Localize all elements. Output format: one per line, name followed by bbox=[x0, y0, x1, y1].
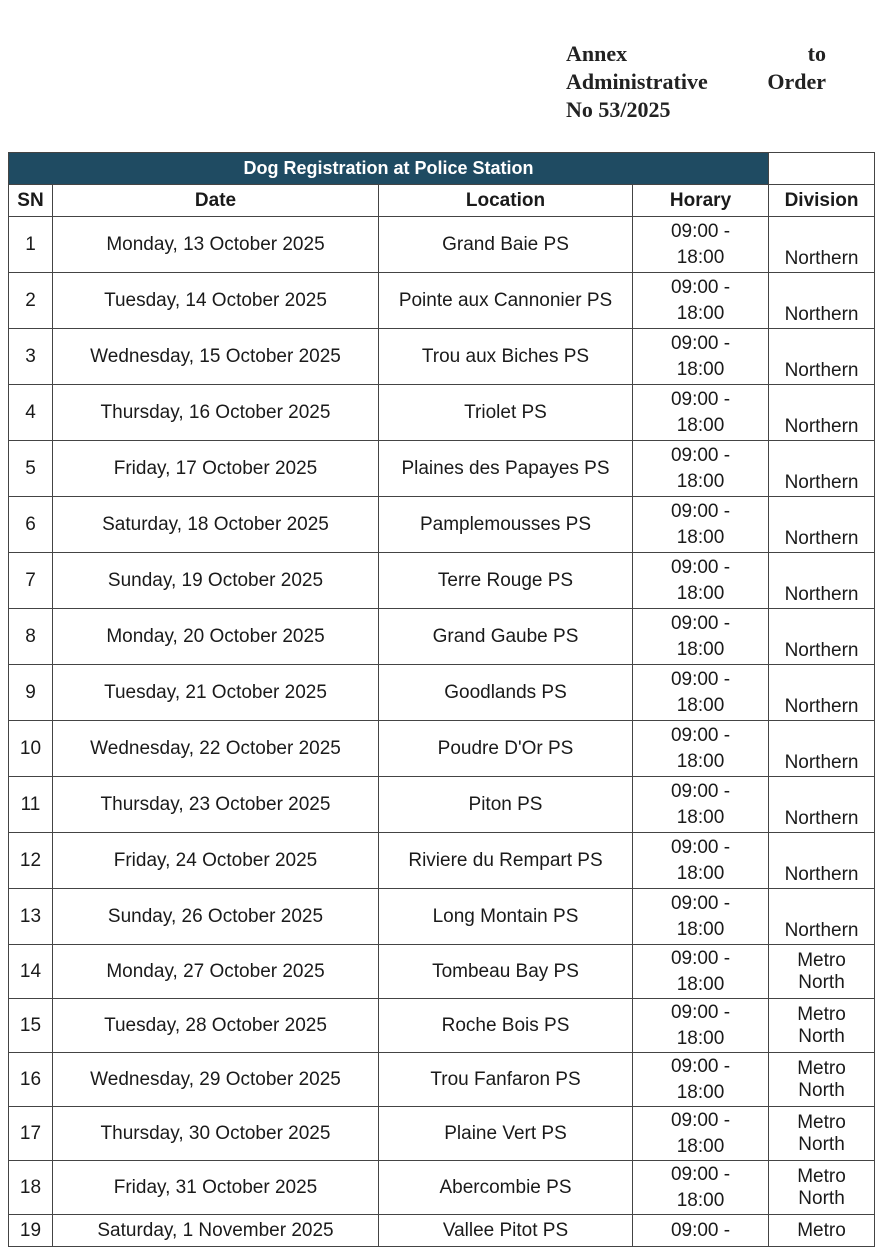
row-sn: 18 bbox=[9, 1161, 53, 1215]
row-division bbox=[769, 329, 875, 385]
table-row bbox=[9, 665, 875, 721]
table-row bbox=[9, 609, 875, 665]
row-location: Abercombie PS bbox=[379, 1161, 633, 1215]
administrative-word: Administrative bbox=[566, 69, 708, 94]
row-horary bbox=[633, 777, 769, 833]
division-text: North bbox=[798, 1079, 845, 1101]
row-location: Piton PS bbox=[379, 777, 633, 833]
division-text: Northern bbox=[784, 360, 859, 381]
horary-start: 09:00 - bbox=[670, 1163, 731, 1185]
row-location: Triolet PS bbox=[379, 385, 633, 441]
row-division bbox=[769, 945, 875, 999]
annex-word: Annex bbox=[566, 41, 628, 66]
row-location: Grand Gaube PS bbox=[379, 609, 633, 665]
division-text: Metro bbox=[797, 1219, 846, 1241]
dog-registration-table bbox=[8, 152, 875, 1247]
horary-start: 09:00 - bbox=[670, 836, 731, 858]
table-row bbox=[9, 833, 875, 889]
row-horary bbox=[633, 1215, 769, 1247]
horary-end: 18:00 bbox=[676, 302, 725, 324]
row-division bbox=[769, 721, 875, 777]
row-sn: 16 bbox=[9, 1053, 53, 1107]
horary-end: 18:00 bbox=[676, 582, 725, 604]
row-sn: 9 bbox=[9, 665, 53, 721]
row-location: Long Montain PS bbox=[379, 889, 633, 945]
horary-start: 09:00 - bbox=[670, 612, 731, 634]
row-date: Tuesday, 14 October 2025 bbox=[53, 273, 379, 329]
horary-end: 18:00 bbox=[676, 806, 725, 828]
table-row bbox=[9, 721, 875, 777]
table-row bbox=[9, 553, 875, 609]
horary-start: 09:00 - bbox=[670, 220, 731, 242]
row-location: Trou Fanfaron PS bbox=[379, 1053, 633, 1107]
table-row bbox=[9, 945, 875, 999]
horary-start: 09:00 - bbox=[670, 500, 731, 522]
row-sn: 6 bbox=[9, 497, 53, 553]
table-row bbox=[9, 273, 875, 329]
table-row bbox=[9, 329, 875, 385]
table-row bbox=[9, 1107, 875, 1161]
table-row bbox=[9, 217, 875, 273]
horary-start: 09:00 - bbox=[670, 947, 731, 969]
row-division bbox=[769, 385, 875, 441]
horary-end: 18:00 bbox=[676, 358, 725, 380]
horary-end: 18:00 bbox=[676, 526, 725, 548]
horary-start: 09:00 - bbox=[670, 332, 731, 354]
horary-end: 18:00 bbox=[676, 246, 725, 268]
row-location: Riviere du Rempart PS bbox=[379, 833, 633, 889]
row-date: Sunday, 19 October 2025 bbox=[53, 553, 379, 609]
row-division bbox=[769, 441, 875, 497]
row-division bbox=[769, 273, 875, 329]
horary-end: 18:00 bbox=[676, 470, 725, 492]
row-date: Wednesday, 15 October 2025 bbox=[53, 329, 379, 385]
horary-start: 09:00 - bbox=[670, 1219, 731, 1241]
horary-start: 09:00 - bbox=[670, 892, 731, 914]
row-sn: 15 bbox=[9, 999, 53, 1053]
row-date: Tuesday, 28 October 2025 bbox=[53, 999, 379, 1053]
row-location: Goodlands PS bbox=[379, 665, 633, 721]
division-text: Northern bbox=[784, 584, 859, 605]
row-division bbox=[769, 999, 875, 1053]
horary-start: 09:00 - bbox=[670, 388, 731, 410]
row-sn: 19 bbox=[9, 1215, 53, 1247]
row-horary bbox=[633, 273, 769, 329]
row-horary bbox=[633, 1053, 769, 1107]
row-sn: 7 bbox=[9, 553, 53, 609]
row-horary bbox=[633, 497, 769, 553]
horary-start: 09:00 - bbox=[670, 1001, 731, 1023]
horary-start: 09:00 - bbox=[670, 276, 731, 298]
row-division bbox=[769, 1161, 875, 1215]
horary-end: 18:00 bbox=[676, 694, 725, 716]
division-text: Northern bbox=[784, 472, 859, 493]
row-horary bbox=[633, 999, 769, 1053]
row-date: Sunday, 26 October 2025 bbox=[53, 889, 379, 945]
division-text: Northern bbox=[784, 528, 859, 549]
horary-end: 18:00 bbox=[676, 638, 725, 660]
table-title: Dog Registration at Police Station bbox=[9, 153, 769, 185]
table-row bbox=[9, 441, 875, 497]
row-date: Friday, 17 October 2025 bbox=[53, 441, 379, 497]
row-horary bbox=[633, 609, 769, 665]
row-date: Saturday, 1 November 2025 bbox=[53, 1215, 379, 1247]
row-date: Thursday, 16 October 2025 bbox=[53, 385, 379, 441]
row-location: Pointe aux Cannonier PS bbox=[379, 273, 633, 329]
row-date: Saturday, 18 October 2025 bbox=[53, 497, 379, 553]
division-text: Northern bbox=[784, 752, 859, 773]
division-text: Northern bbox=[784, 696, 859, 717]
order-word: Order bbox=[767, 69, 826, 94]
table-row bbox=[9, 1053, 875, 1107]
horary-start: 09:00 - bbox=[670, 556, 731, 578]
row-sn: 12 bbox=[9, 833, 53, 889]
row-sn: 11 bbox=[9, 777, 53, 833]
horary-start: 09:00 - bbox=[670, 1055, 731, 1077]
row-horary bbox=[633, 1107, 769, 1161]
table-row bbox=[9, 1161, 875, 1215]
division-text: Northern bbox=[784, 416, 859, 437]
row-date: Friday, 31 October 2025 bbox=[53, 1161, 379, 1215]
horary-start: 09:00 - bbox=[670, 444, 731, 466]
row-division bbox=[769, 1107, 875, 1161]
table-row bbox=[9, 777, 875, 833]
row-sn: 1 bbox=[9, 217, 53, 273]
row-sn: 3 bbox=[9, 329, 53, 385]
row-horary bbox=[633, 721, 769, 777]
row-division bbox=[769, 665, 875, 721]
row-location: Poudre D'Or PS bbox=[379, 721, 633, 777]
row-sn: 13 bbox=[9, 889, 53, 945]
row-horary bbox=[633, 385, 769, 441]
header-location: Location bbox=[379, 185, 633, 217]
horary-start: 09:00 - bbox=[670, 780, 731, 802]
row-horary bbox=[633, 945, 769, 999]
row-horary bbox=[633, 217, 769, 273]
row-sn: 5 bbox=[9, 441, 53, 497]
row-date: Thursday, 23 October 2025 bbox=[53, 777, 379, 833]
row-division bbox=[769, 609, 875, 665]
row-location: Tombeau Bay PS bbox=[379, 945, 633, 999]
division-text: Northern bbox=[784, 640, 859, 661]
row-sn: 10 bbox=[9, 721, 53, 777]
division-text: Metro bbox=[797, 1057, 846, 1079]
row-location: Trou aux Biches PS bbox=[379, 329, 633, 385]
annex-line-2 bbox=[566, 68, 826, 96]
horary-start: 09:00 - bbox=[670, 1109, 731, 1131]
table-header-row bbox=[9, 185, 875, 217]
row-sn: 8 bbox=[9, 609, 53, 665]
row-sn: 17 bbox=[9, 1107, 53, 1161]
division-text: Northern bbox=[784, 304, 859, 325]
table-banner-row bbox=[9, 153, 875, 185]
header-division: Division bbox=[769, 185, 875, 217]
row-horary bbox=[633, 1161, 769, 1215]
row-sn: 14 bbox=[9, 945, 53, 999]
table-row bbox=[9, 999, 875, 1053]
horary-end: 18:00 bbox=[676, 750, 725, 772]
horary-end: 18:00 bbox=[676, 862, 725, 884]
horary-end: 18:00 bbox=[676, 1135, 725, 1157]
division-text: North bbox=[798, 1025, 845, 1047]
row-horary bbox=[633, 553, 769, 609]
table-row bbox=[9, 385, 875, 441]
table-row bbox=[9, 889, 875, 945]
row-location: Terre Rouge PS bbox=[379, 553, 633, 609]
banner-empty-cell bbox=[769, 153, 875, 185]
table-body bbox=[9, 153, 875, 1247]
header-horary: Horary bbox=[633, 185, 769, 217]
header-sn: SN bbox=[9, 185, 53, 217]
row-date: Thursday, 30 October 2025 bbox=[53, 1107, 379, 1161]
row-division bbox=[769, 777, 875, 833]
division-text: Metro bbox=[797, 1111, 846, 1133]
table-row bbox=[9, 1215, 875, 1247]
header-date: Date bbox=[53, 185, 379, 217]
row-date: Tuesday, 21 October 2025 bbox=[53, 665, 379, 721]
annex-to-word: to bbox=[807, 41, 826, 66]
row-location: Grand Baie PS bbox=[379, 217, 633, 273]
row-date: Wednesday, 22 October 2025 bbox=[53, 721, 379, 777]
row-date: Wednesday, 29 October 2025 bbox=[53, 1053, 379, 1107]
row-location: Roche Bois PS bbox=[379, 999, 633, 1053]
order-number: No 53/2025 bbox=[566, 97, 671, 122]
row-date: Monday, 13 October 2025 bbox=[53, 217, 379, 273]
row-horary bbox=[633, 833, 769, 889]
row-location: Plaines des Papayes PS bbox=[379, 441, 633, 497]
row-division bbox=[769, 497, 875, 553]
horary-start: 09:00 - bbox=[670, 668, 731, 690]
row-date: Monday, 27 October 2025 bbox=[53, 945, 379, 999]
division-text: North bbox=[798, 1133, 845, 1155]
row-division bbox=[769, 833, 875, 889]
row-location: Plaine Vert PS bbox=[379, 1107, 633, 1161]
table-row bbox=[9, 497, 875, 553]
row-date: Monday, 20 October 2025 bbox=[53, 609, 379, 665]
row-division bbox=[769, 553, 875, 609]
division-text: Northern bbox=[784, 808, 859, 829]
row-division bbox=[769, 217, 875, 273]
horary-end: 18:00 bbox=[676, 1027, 725, 1049]
division-text: Metro bbox=[797, 1003, 846, 1025]
horary-end: 18:00 bbox=[676, 1081, 725, 1103]
horary-end: 18:00 bbox=[676, 918, 725, 940]
division-text: North bbox=[798, 971, 845, 993]
row-horary bbox=[633, 329, 769, 385]
annex-line-1 bbox=[566, 40, 826, 68]
annex-line-3 bbox=[566, 96, 826, 124]
row-sn: 4 bbox=[9, 385, 53, 441]
row-horary bbox=[633, 665, 769, 721]
division-text: Northern bbox=[784, 248, 859, 269]
row-division bbox=[769, 1215, 875, 1247]
row-location: Vallee Pitot PS bbox=[379, 1215, 633, 1247]
division-text: Metro bbox=[797, 949, 846, 971]
row-horary bbox=[633, 889, 769, 945]
horary-end: 18:00 bbox=[676, 973, 725, 995]
horary-start: 09:00 - bbox=[670, 724, 731, 746]
row-date: Friday, 24 October 2025 bbox=[53, 833, 379, 889]
row-division bbox=[769, 1053, 875, 1107]
row-division bbox=[769, 889, 875, 945]
row-sn: 2 bbox=[9, 273, 53, 329]
row-location: Pamplemousses PS bbox=[379, 497, 633, 553]
division-text: Metro bbox=[797, 1165, 846, 1187]
annex-heading bbox=[566, 40, 826, 124]
row-horary bbox=[633, 441, 769, 497]
division-text: North bbox=[798, 1187, 845, 1209]
division-text: Northern bbox=[784, 920, 859, 941]
horary-end: 18:00 bbox=[676, 1189, 725, 1211]
horary-end: 18:00 bbox=[676, 414, 725, 436]
division-text: Northern bbox=[784, 864, 859, 885]
